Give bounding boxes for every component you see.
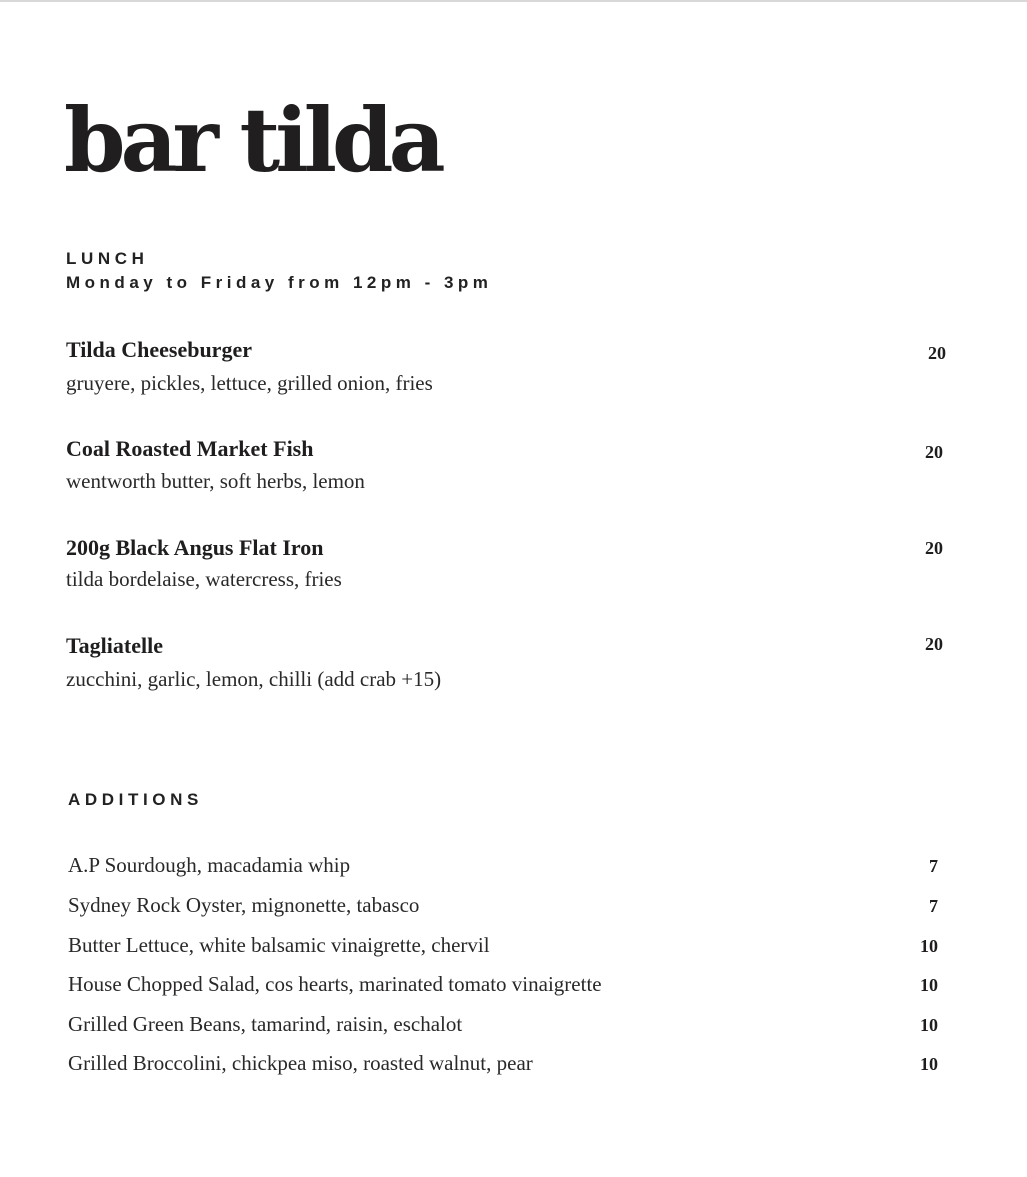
addition-item-price: 10 — [920, 975, 938, 995]
addition-item — [68, 1011, 938, 1039]
menu-item-price: 20 — [925, 538, 943, 558]
menu-item-description: gruyere, pickles, lettuce, grilled onion, fries — [66, 371, 433, 395]
addition-item — [68, 852, 938, 880]
addition-item-price: 10 — [920, 1054, 938, 1074]
menu-item-name: Tilda Cheeseburger — [66, 337, 252, 362]
addition-item-name: Grilled Green Beans, tamarind, raisin, eschalot — [68, 1012, 463, 1036]
menu-item-price: 20 — [925, 442, 943, 462]
menu-item-name: 200g Black Angus Flat Iron — [66, 535, 324, 560]
addition-item-name: Butter Lettuce, white balsamic vinaigrette, chervil — [68, 933, 490, 957]
menu-item-description: tilda bordelaise, watercress, fries — [66, 567, 342, 591]
menu-item — [66, 633, 956, 693]
addition-item-name: Sydney Rock Oyster, mignonette, tabasco — [68, 893, 420, 917]
addition-item-name: A.P Sourdough, macadamia whip — [68, 853, 351, 877]
lunch-hours: Monday to Friday from 12pm - 3pm — [66, 273, 493, 292]
menu-item-description: zucchini, garlic, lemon, chilli (add crab +15) — [66, 667, 442, 691]
addition-item-price: 7 — [929, 856, 938, 876]
addition-item — [68, 1050, 938, 1078]
addition-item-price: 7 — [929, 896, 938, 916]
lunch-section-title: LUNCH — [66, 249, 149, 268]
addition-item — [68, 892, 938, 920]
addition-item — [68, 932, 938, 960]
menu-item-price: 20 — [928, 343, 946, 363]
menu-item-price: 20 — [925, 634, 943, 654]
addition-item-price: 10 — [920, 1015, 938, 1035]
menu-item-name: Coal Roasted Market Fish — [66, 436, 314, 461]
restaurant-logo: bar tilda — [64, 88, 441, 192]
addition-item-price: 10 — [920, 936, 938, 956]
menu-item — [66, 535, 956, 595]
addition-item-name: Grilled Broccolini, chickpea miso, roasted walnut, pear — [68, 1051, 533, 1075]
top-divider — [0, 0, 1027, 2]
additions-section-title: ADDITIONS — [68, 790, 203, 809]
addition-item-name: House Chopped Salad, cos hearts, marinated tomato vinaigrette — [68, 972, 602, 996]
menu-item-description: wentworth butter, soft herbs, lemon — [66, 469, 365, 493]
menu-item — [66, 436, 956, 496]
menu-item-name: Tagliatelle — [66, 633, 163, 658]
addition-item — [68, 971, 938, 999]
menu-item — [66, 337, 956, 397]
